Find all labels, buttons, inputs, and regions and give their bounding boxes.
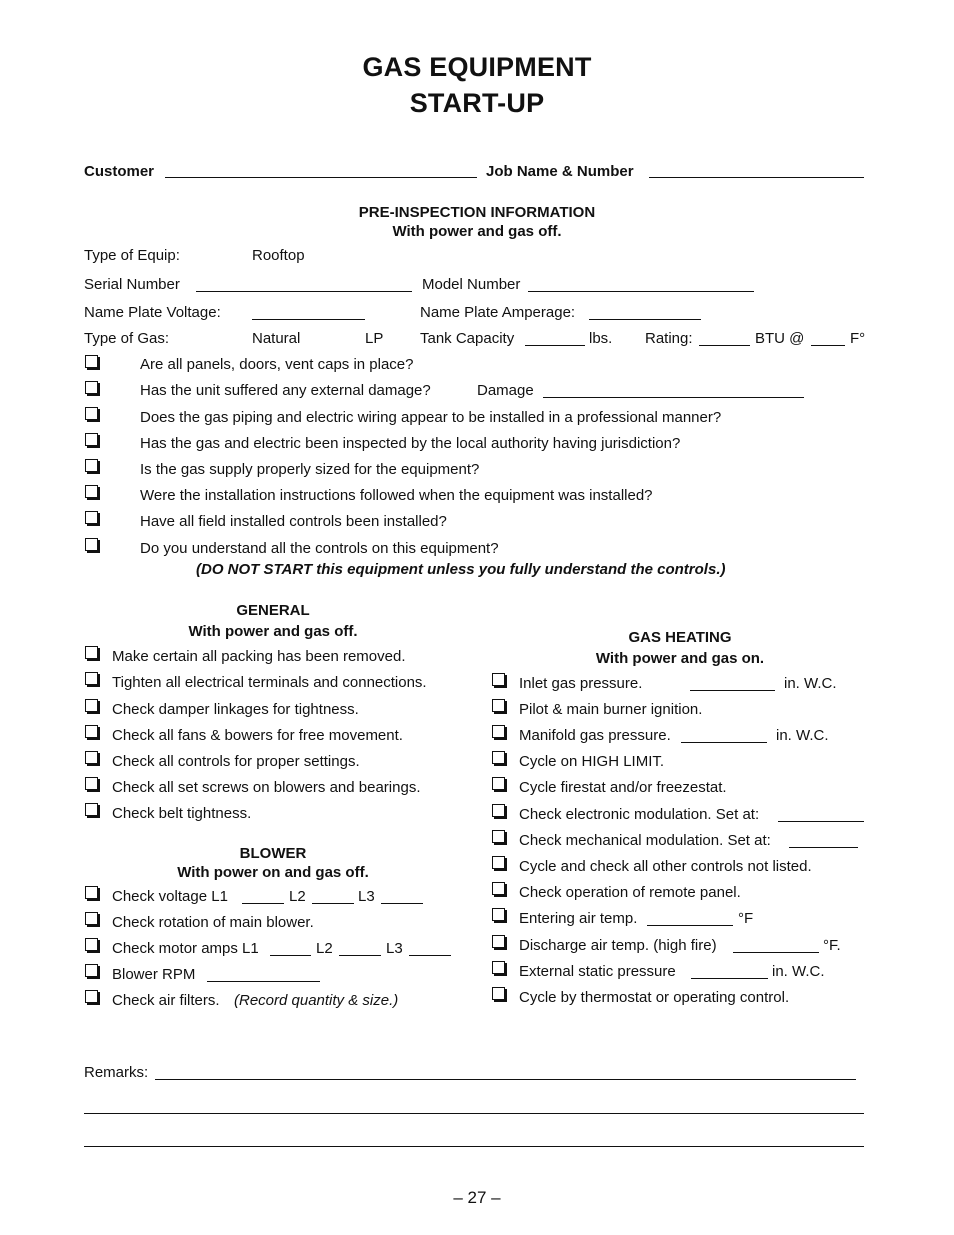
pre-inspection-subheading: With power and gas off. <box>392 223 562 240</box>
general-item-1: Make certain all packing has been removed. <box>112 648 406 665</box>
checkbox[interactable] <box>85 990 98 1003</box>
static-field[interactable] <box>691 978 768 979</box>
pre-item-1: Are all panels, doors, vent caps in place? <box>140 356 414 373</box>
rpm-field[interactable] <box>207 981 320 982</box>
amps-l2-field[interactable] <box>339 955 381 956</box>
checkbox[interactable] <box>85 672 98 685</box>
general-heading: GENERAL <box>236 602 310 619</box>
checkbox[interactable] <box>85 511 98 524</box>
rating-label: Rating: <box>645 330 693 347</box>
checkbox[interactable] <box>85 777 98 790</box>
amperage-label: Name Plate Amperage: <box>420 304 576 321</box>
entering-field[interactable] <box>647 925 733 926</box>
checkbox[interactable] <box>85 699 98 712</box>
static-label: External static pressure <box>519 963 676 980</box>
temp-field[interactable] <box>811 345 845 346</box>
deg-label: F° <box>850 330 866 347</box>
btu-label: BTU @ <box>755 330 805 347</box>
blower-subheading: With power on and gas off. <box>177 864 369 881</box>
checkbox[interactable] <box>492 777 505 790</box>
pre-item-7: Have all field installed controls been installed? <box>140 513 447 530</box>
tank-field[interactable] <box>525 345 585 346</box>
blower-filters-label: Check air filters. <box>112 992 220 1009</box>
general-item-7: Check belt tightness. <box>112 805 252 822</box>
mechanical-field[interactable] <box>789 847 858 848</box>
inlet-label: Inlet gas pressure. <box>519 675 643 692</box>
amps-l3-label: L3 <box>386 940 403 957</box>
entering-label: Entering air temp. <box>519 910 638 927</box>
page-number: – 27 – <box>453 1188 501 1207</box>
amperage-field[interactable] <box>589 319 701 320</box>
gas-lp-option[interactable]: LP <box>365 330 384 347</box>
mechanical-label: Check mechanical modulation. Set at: <box>519 832 771 849</box>
manifold-label: Manifold gas pressure. <box>519 727 671 744</box>
model-field[interactable] <box>528 291 754 292</box>
checkbox[interactable] <box>85 433 98 446</box>
firestat-item: Cycle firestat and/or freezestat. <box>519 779 727 796</box>
damage-label: Damage <box>477 382 534 399</box>
amps-l3-field[interactable] <box>409 955 451 956</box>
gas-heating-subheading: With power and gas on. <box>595 650 765 667</box>
customer-label: Customer <box>84 163 155 180</box>
electronic-field[interactable] <box>778 821 864 822</box>
general-item-5: Check all controls for proper settings. <box>112 753 360 770</box>
general-subheading: With power and gas off. <box>188 623 358 640</box>
inlet-field[interactable] <box>690 690 775 691</box>
checkbox[interactable] <box>85 381 98 394</box>
checkbox[interactable] <box>85 407 98 420</box>
other-controls-item: Cycle and check all other controls not listed. <box>519 858 812 875</box>
checkbox[interactable] <box>492 804 505 817</box>
voltage-l2-label: L2 <box>289 888 306 905</box>
static-unit: in. W.C. <box>772 963 825 980</box>
blower-rotation: Check rotation of main blower. <box>112 914 314 931</box>
amps-l1-field[interactable] <box>270 955 311 956</box>
checkbox[interactable] <box>492 856 505 869</box>
blower-amps-label: Check motor amps L1 <box>112 940 259 957</box>
remarks-line-1[interactable] <box>155 1079 856 1080</box>
damage-field[interactable] <box>543 397 804 398</box>
voltage-l2-field[interactable] <box>312 903 354 904</box>
checkbox[interactable] <box>492 725 505 738</box>
checkbox[interactable] <box>85 803 98 816</box>
voltage-l1-field[interactable] <box>242 903 284 904</box>
checkbox[interactable] <box>492 751 505 764</box>
checkbox[interactable] <box>85 886 98 899</box>
checkbox[interactable] <box>85 725 98 738</box>
title-line-2: START-UP <box>409 88 545 118</box>
title-line-1: GAS EQUIPMENT <box>362 52 592 82</box>
inlet-unit: in. W.C. <box>784 675 837 692</box>
voltage-l3-label: L3 <box>358 888 375 905</box>
serial-field[interactable] <box>196 291 412 292</box>
checkbox[interactable] <box>492 673 505 686</box>
electronic-label: Check electronic modulation. Set at: <box>519 806 760 823</box>
controls-warning: (DO NOT START this equipment unless you fully understand the controls.) <box>196 561 726 578</box>
type-equip-value: Rooftop <box>252 247 305 264</box>
checkbox[interactable] <box>85 538 98 551</box>
checkbox[interactable] <box>85 646 98 659</box>
checkbox[interactable] <box>492 882 505 895</box>
blower-filters-note: (Record quantity & size.) <box>234 992 399 1009</box>
discharge-unit: °F. <box>823 937 841 954</box>
checkbox[interactable] <box>85 751 98 764</box>
remarks-line-3[interactable] <box>84 1146 864 1147</box>
rating-field[interactable] <box>699 345 750 346</box>
voltage-l3-field[interactable] <box>381 903 423 904</box>
high-limit-item: Cycle on HIGH LIMIT. <box>519 753 665 770</box>
blower-heading: BLOWER <box>239 845 307 862</box>
general-item-6: Check all set screws on blowers and bearings. <box>112 779 421 796</box>
entering-unit: °F <box>738 910 754 927</box>
checkbox[interactable] <box>85 938 98 951</box>
general-item-4: Check all fans & bowers for free movement. <box>112 727 403 744</box>
amps-l2-label: L2 <box>316 940 333 957</box>
serial-label: Serial Number <box>84 276 180 293</box>
pre-item-8: Do you understand all the controls on this equipment? <box>140 540 499 557</box>
general-item-2: Tighten all electrical terminals and connections. <box>112 674 427 691</box>
voltage-label: Name Plate Voltage: <box>84 304 221 321</box>
type-equip-label: Type of Equip: <box>84 247 180 264</box>
discharge-label: Discharge air temp. (high fire) <box>519 937 717 954</box>
checkbox[interactable] <box>492 987 505 1000</box>
gas-heating-heading: GAS HEATING <box>628 629 732 646</box>
manifold-field[interactable] <box>681 742 767 743</box>
gas-natural-option[interactable]: Natural <box>252 330 301 347</box>
pre-inspection-heading: PRE-INSPECTION INFORMATION <box>358 204 596 221</box>
manifold-unit: in. W.C. <box>776 727 829 744</box>
checkbox[interactable] <box>492 699 505 712</box>
general-item-3: Check damper linkages for tightness. <box>112 701 359 718</box>
tank-unit: lbs. <box>589 330 613 347</box>
blower-voltage-label: Check voltage L1 <box>112 888 228 905</box>
pre-item-4: Has the gas and electric been inspected by the local authority having jurisdiction? <box>140 435 681 452</box>
gas-type-label: Type of Gas: <box>84 330 170 347</box>
pre-item-5: Is the gas supply properly sized for the equipment? <box>140 461 480 478</box>
pilot-item: Pilot & main burner ignition. <box>519 701 703 718</box>
checkbox[interactable] <box>492 830 505 843</box>
tank-label: Tank Capacity <box>420 330 515 347</box>
blower-rpm-label: Blower RPM <box>112 966 196 983</box>
discharge-field[interactable] <box>733 952 819 953</box>
pre-item-2: Has the unit suffered any external damage? <box>140 382 431 399</box>
checkbox[interactable] <box>85 964 98 977</box>
remarks-line-2[interactable] <box>84 1113 864 1114</box>
pre-item-3: Does the gas piping and electric wiring appear to be installed in a professional manner? <box>140 409 722 426</box>
checkbox[interactable] <box>492 935 505 948</box>
checkbox[interactable] <box>492 961 505 974</box>
thermostat-item: Cycle by thermostat or operating control. <box>519 989 790 1006</box>
remarks-label: Remarks: <box>84 1064 149 1081</box>
checkbox[interactable] <box>492 908 505 921</box>
pre-item-6: Were the installation instructions followed when the equipment was installed? <box>140 487 653 504</box>
checkbox[interactable] <box>85 355 98 368</box>
job-field[interactable] <box>649 177 864 178</box>
checkbox[interactable] <box>85 912 98 925</box>
model-label: Model Number <box>422 276 521 293</box>
customer-field[interactable] <box>165 177 477 178</box>
voltage-field[interactable] <box>252 319 365 320</box>
checkbox[interactable] <box>85 459 98 472</box>
remote-panel-item: Check operation of remote panel. <box>519 884 741 901</box>
job-label: Job Name & Number <box>486 163 634 180</box>
checkbox[interactable] <box>85 485 98 498</box>
